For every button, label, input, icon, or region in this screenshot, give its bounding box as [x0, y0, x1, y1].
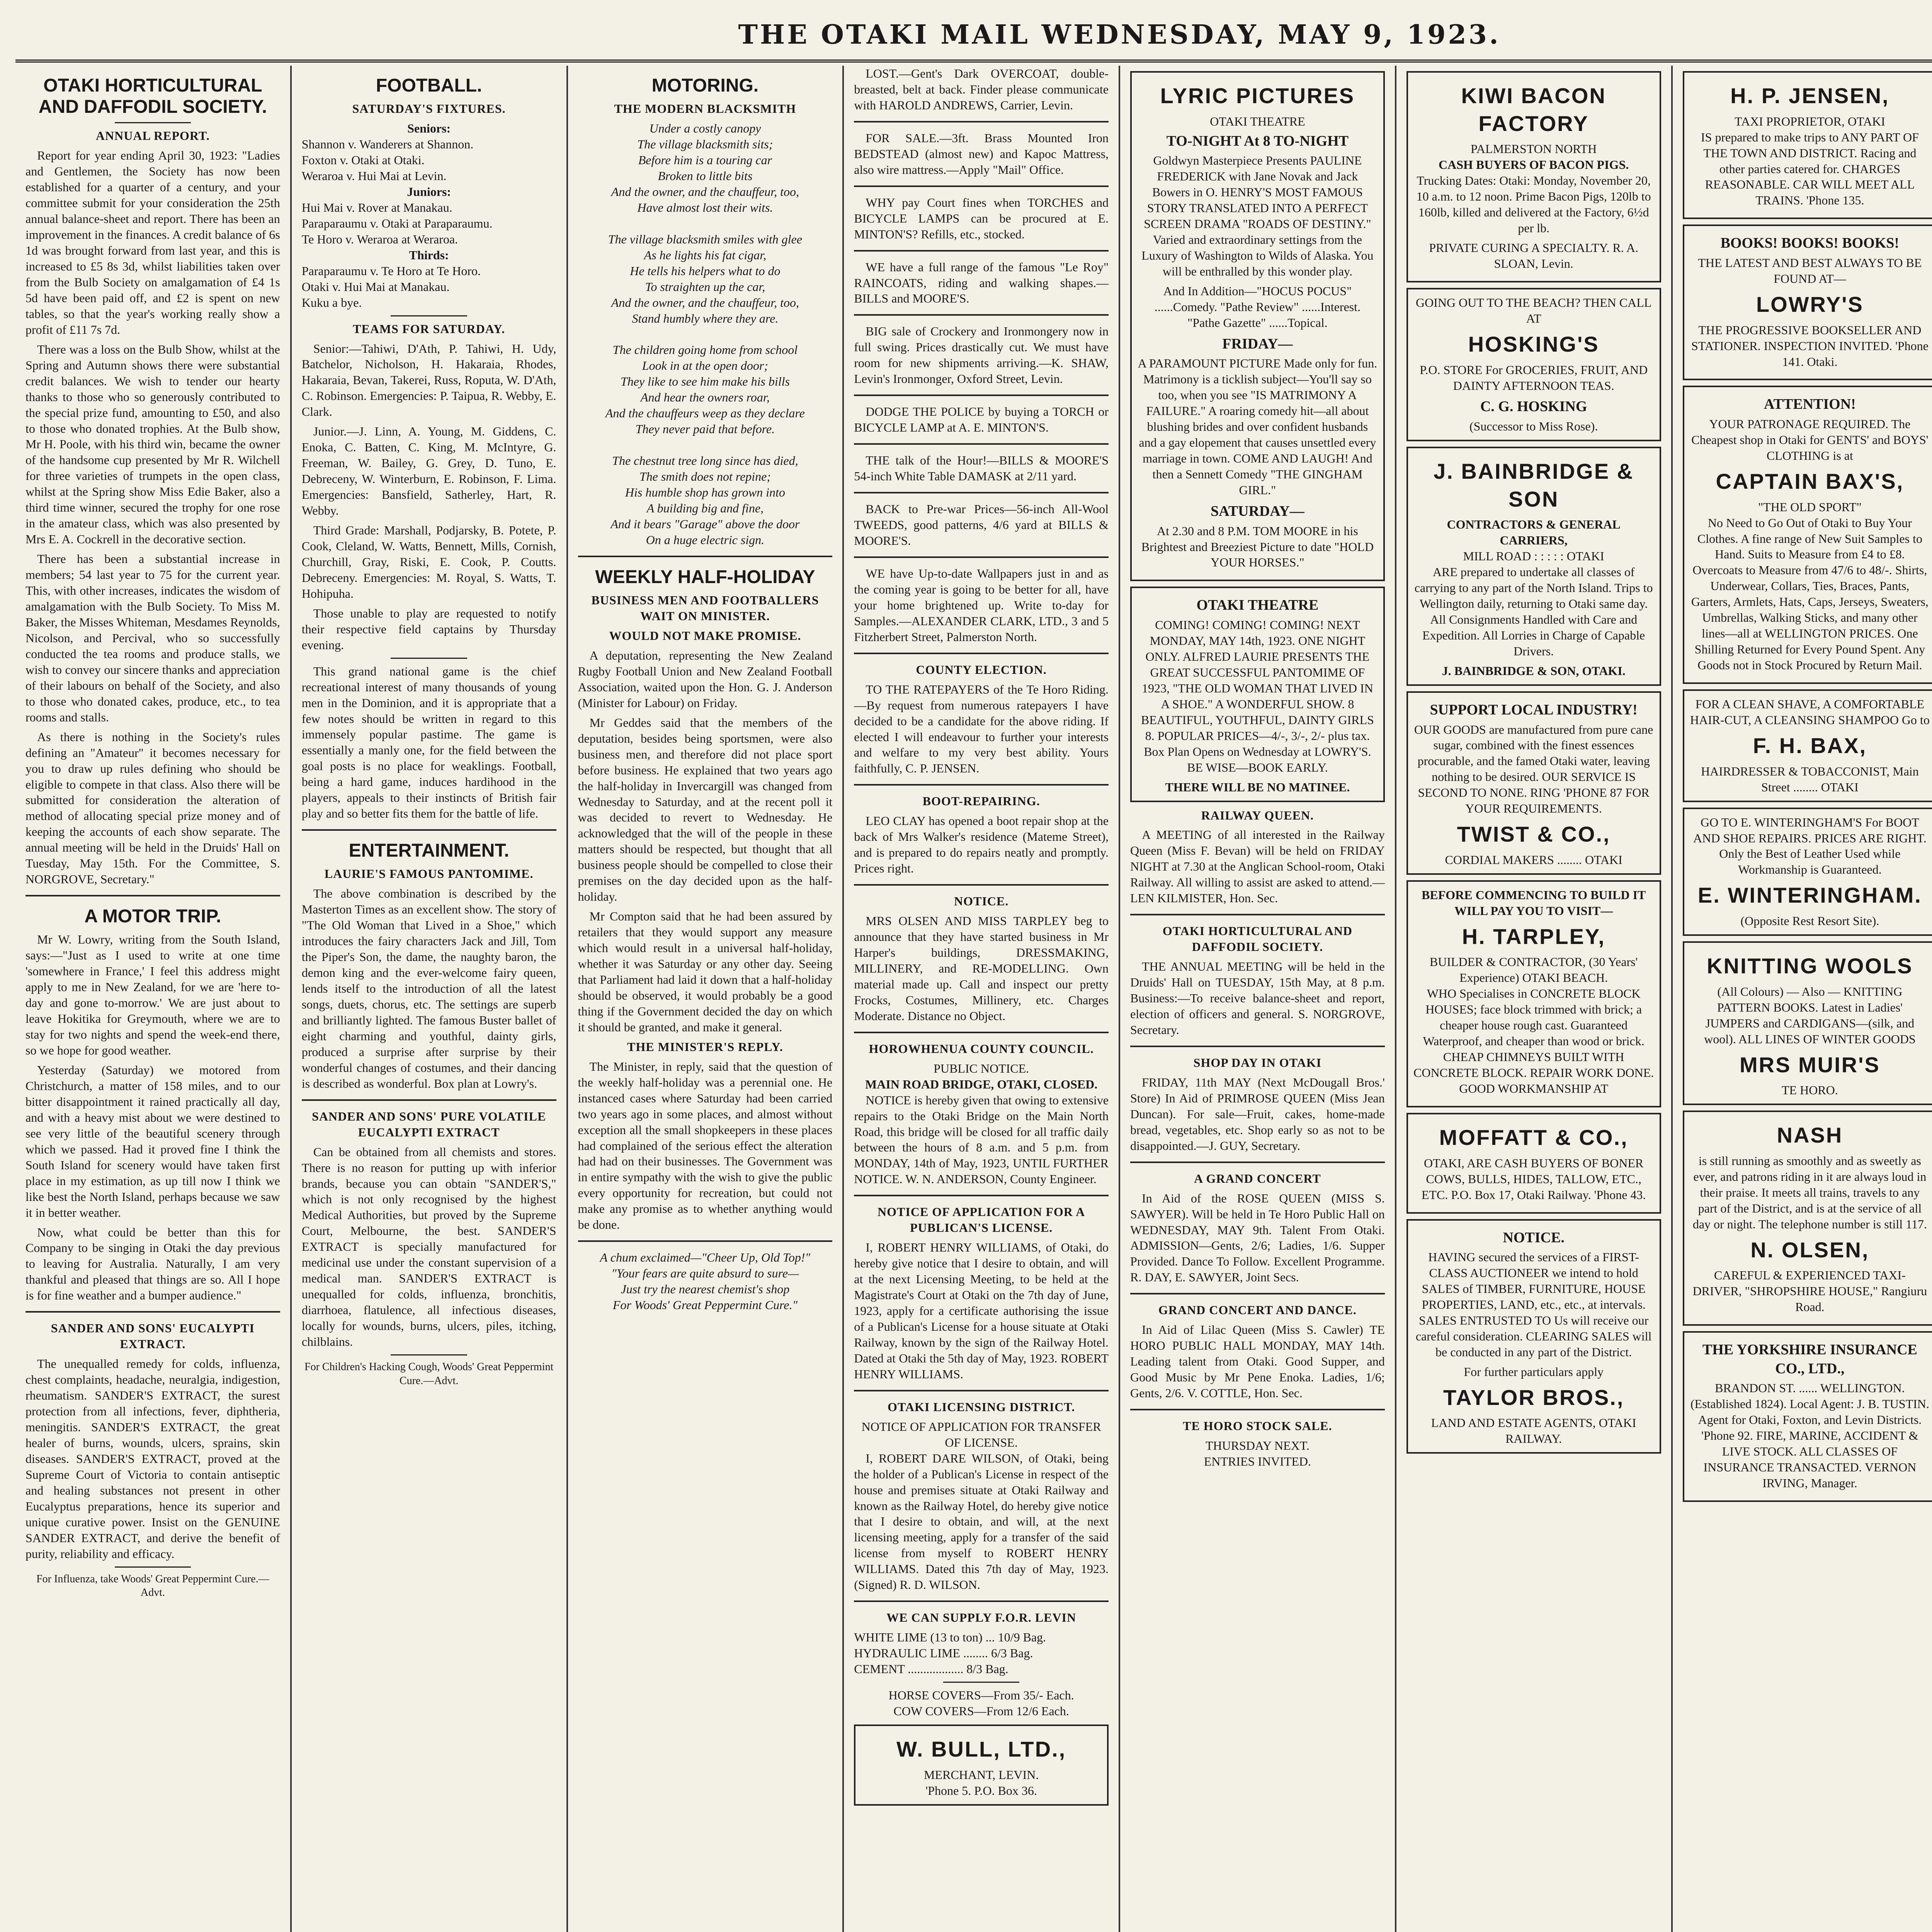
notice-subhead: THURSDAY NEXT. [1205, 1438, 1310, 1452]
divider [854, 1390, 1109, 1391]
fixture-group-label: Thirds: [409, 248, 449, 262]
notice-head: A GRAND CONCERT [1194, 1171, 1321, 1185]
ad-jensen [1683, 71, 1932, 219]
divider [854, 1195, 1109, 1196]
fixture-list [302, 200, 556, 247]
ad-body: PRIVATE CURING A SPECIALTY. R. A. SLOAN, Levin. [1429, 241, 1638, 271]
divider [854, 395, 1109, 396]
paragraph: Yesterday (Saturday) we motored from Christchurch, a matter of 158 miles, and to our bitter disappointment it rained practically all day, and with a heavy mist about we were destined to see very little of the beautiful scenery through which we passed. Had it proved fine I think the South Island for scenery would have taken first place in my estimation, as up till now I think we like best the North Island, perhaps because we saw it in better weather. [26, 1063, 280, 1219]
ad-intro: For further particulars apply [1464, 1364, 1604, 1379]
verse-line: Just try the nearest chemist's shop [621, 1282, 790, 1296]
divider [854, 185, 1109, 187]
verse-line: As he lights his fat cigar, [644, 248, 767, 262]
ad-head: WE CAN SUPPLY F.O.R. LEVIN [886, 1611, 1077, 1625]
verse-line: Have almost lost their wits. [637, 200, 773, 214]
paragraph: Junior.—J. Linn, A. Young, M. Giddens, C. Enoka, C. Batten, C. King, M. McIntyre, G. Freeman, W. Bailey, G. Grey, D. Tuno, E. Debreceny, W. Winterburn, E. Robinson, F. Lima. Emergencies: Bansfield, Satherley, Hart, R. Webby. [301, 424, 556, 518]
verse-line: And the owner, and the chauffeur, too, [611, 295, 799, 310]
article-body-motor-trip [26, 932, 280, 1303]
ad-subtitle: CORDIAL MAKERS ........ OTAKI [1445, 852, 1622, 867]
verse-line: To straighten up the car, [645, 279, 765, 294]
divider [26, 1311, 280, 1313]
divider [854, 1600, 1109, 1602]
ad-bainbridge [1406, 447, 1661, 686]
ad-nash [1683, 1111, 1932, 1326]
paragraph: A deputation, representing the New Zealand Rugby Football Union and New Zealand Football Association, waited upon the Hon. G. J. Anderson (Minister for Labour) on Friday. [578, 648, 833, 710]
classified-for-sale: FOR SALE.—3ft. Brass Mounted Iron BEDSTEAD (almost new) and Kapoc Mattress, also wire mattress.—Apply "Mail" Office. [854, 131, 1109, 177]
classified-lost: LOST.—Gent's Dark OVERCOAT, double-breasted, belt at back. Finder please communicate with HAROLD ANDREWS, Carrier, Levin. [854, 66, 1109, 112]
notice-subhead: PUBLIC NOTICE. [934, 1061, 1029, 1075]
ad-fh-bax [1683, 689, 1932, 802]
column-1 [15, 66, 292, 1932]
ad-headline-sanders-volatile: SANDER AND SONS' PURE VOLATILE EUCALYPTI EXTRACT [312, 1109, 546, 1139]
fixture-list [302, 136, 556, 184]
ad-body: HAVING secured the services of a FIRST-CLASS AUCTIONEER we intend to hold SALES of TIMBER, FURNITURE, HOUSE PROPERTIES, LAND, etc., etc., at intervals. SALES ENTRUSTED TO Us will receive our careful consideration. CLEARING SALES will be conducted in any part of the District. [1415, 1250, 1652, 1359]
paragraph: Third Grade: Marshall, Podjarsky, B. Potete, P. Cook, Cleland, W. Watts, Bennett, Mills, Cornish, Churchill, Gray, Riski, E. Cook, P. Coutts. Debreceny. Emergencies: M. Royal, S. Watts, T. Hohipuha. [301, 523, 556, 600]
article-subhead: SATURDAY'S FIXTURES. [352, 102, 506, 116]
paragraph: Mr W. Lowry, writing from the South Island, says:—"Just as I used to write at one time 'somewhere in France,' I feel this address might apply to me in New Zealand, for we are 'here to-day and gone to-morrow.' We are just about to leave Hokitika for Greymouth, where we are to stay for two nights and spend the week-end there, so we hope for good weather. [26, 932, 280, 1058]
classified-dodge: DODGE THE POLICE by buying a TORCH or BICYCLE LAMP at A. E. MINTON'S. [854, 405, 1109, 435]
divider [391, 658, 467, 659]
ad-contact: 'Phone 5. P.O. Box 36. [925, 1783, 1037, 1798]
divider [1130, 1409, 1385, 1410]
verse-line: And the owner, and the chauffeur, too, [611, 184, 799, 199]
divider [854, 121, 1109, 122]
ad-body: (All Colours) — Also — KNITTING PATTERN BOOKS. Latest in Ladies' JUMPERS and CARDIGANS—(silk, and wool). ALL LINES OF WINTER GOODS [1704, 984, 1916, 1046]
ad-body: Goldwyn Masterpiece Presents PAULINE FREDERICK with Jane Novak and Jack Bowers in O. HENRY'S MOST FAMOUS STORY TRANSLATED INTO A PERFECT SCREEN DRAMA "ROADS OF DESTINY." Varied and extraordinary settings from the Luxury of Washington to Wilds of Alaska. You will be enthralled by this wonder play. [1141, 153, 1374, 278]
ad-subtitle: CASH BUYERS OF BACON PIGS. [1439, 158, 1629, 172]
column-3 [568, 66, 844, 1932]
ad-title: H. P. JENSEN, [1730, 83, 1889, 108]
notice-head: HOROWHENUA COUNTY COUNCIL. [869, 1041, 1094, 1056]
verse-line: They never paid that before. [635, 422, 775, 436]
classified-wallpapers: WE have Up-to-date Wallpapers just in and as the coming year is going to be better for all, have your home brightened up. Write to-day for Samples.—ALEXANDER CLARK, LTD., 3 and 5 Fitzherbert Street, Palmerston North. [854, 566, 1109, 644]
paragraph: This grand national game is the chief recreational interest of many thousands of young men in the Dominion, and it is appropriate that a few notes should be written in regard to this immensely popular pastime. The game is essentially a manly one, for the field between the goal posts is no place for weaklings. Football, being a hard game, induces hardihood in the players, appeals to their instincts of British fair play and so better fits them for the battle of life. [301, 664, 556, 821]
classified-crockery: BIG sale of Crockery and Ironmongery now in full swing. Prices drastically cut. We must have room for new shipments arriving.—K. SHAW, Levin's Ironmonger, Oxford Street, Levin. [854, 324, 1109, 386]
divider [26, 895, 280, 896]
ad-body: IS prepared to make trips to ANY PART OF THE TOWN AND DISTRICT. Racing and other parties catered for. CHARGES REASONABLE. CAR WILL MEET ALL TRAINS. 'Phone 135. [1701, 130, 1919, 207]
ad-intro: ATTENTION! [1764, 396, 1856, 413]
article-headline-motoring: MOTORING. [651, 75, 759, 96]
ad-signature: J. BAINBRIDGE & SON, OTAKI. [1442, 663, 1626, 678]
column-6 [1396, 66, 1673, 1932]
ad-title: H. TARPLEY, [1462, 924, 1605, 949]
ad-body: WHO Specialises in CONCRETE BLOCK HOUSES; face block trimmed with brick; a cheaper house rough cast. Guaranteed Waterproof, and cheaper than wood or brick. CHEAP CHIMNEYS BUILT WITH CONCRETE BLOCK. REPAIR WORK DONE. GOOD WORKMANSHIP AT [1413, 986, 1654, 1096]
notice-body: I, ROBERT DARE WILSON, of Otaki, being the holder of a Publican's License in respect of the house and premises situate at Otaki Railway and known as the Railway Hotel, do hereby give notice that I desire to obtain, and will, at the next licensing meeting, apply for a transfer of the said license from myself to ROBERT HENRY WILLIAMS. Dated this 7th day of May, 1923. (Signed) R. D. WILSON. [854, 1451, 1109, 1592]
notice-body: THE ANNUAL MEETING will be held in the Druids' Hall on TUESDAY, 15th May, at 8 p.m. Business:—To receive balance-sheet and report, election of officers and general. S. NORGROVE, Secretary. [1130, 959, 1385, 1037]
ad-subtitle: HAIRDRESSER & TOBACCONIST, Main Street ........ OTAKI [1701, 764, 1919, 794]
verse-line: On a huge electric sign. [646, 532, 765, 547]
verse-line: The smith does not repine; [639, 469, 771, 484]
verse-line: The chestnut tree long since has died, [612, 454, 798, 468]
ad-subtitle: "THE OLD SPORT" [1758, 500, 1862, 514]
notice-head: NOTICE. [954, 894, 1009, 908]
poem-body [578, 121, 833, 548]
notice-head: OTAKI LICENSING DISTRICT. [887, 1400, 1075, 1414]
divider [854, 884, 1109, 886]
ad-body: And In Addition—"HOCUS POCUS" ......Comedy. "Pathe Review" ......Interest. "Pathe Gazette" ......Topical. [1154, 284, 1361, 330]
ad-body: is still running as smoothly and as sweetly as ever, and patrons riding in it are always loud in their praise. It meets all trains, travels to any part of the District, and is at the service of all day or night. The telephone number is still 117. [1692, 1153, 1927, 1231]
ad-title: TWIST & CO., [1457, 822, 1611, 847]
paragraph: Report for year ending April 30, 1923: "Ladies and Gentlemen, the Society has now been established for a quarter of a century, and your committee submit for your consideration the 25th annual balance-sheet and report. There has been an improvement in the finances. A credit balance of 6s 1d was brought forward from last year, and this is increased to £5 8s 3d, whilst liabilities taken over from the Bulb Society on amalgamation of £4 1s 5d have been paid off, and £2 is spent on new tables, so that the year's working really show a profit of £11 7s 7d. [26, 148, 280, 337]
ad-body: P.O. STORE For GROCERIES, FRUIT, AND DAINTY AFTERNOON TEAS. [1420, 362, 1648, 393]
notice-subhead: MAIN ROAD BRIDGE, OTAKI, CLOSED. [865, 1077, 1098, 1091]
ad-otaki-theatre [1130, 587, 1385, 802]
notice-body: LEO CLAY has opened a boot repair shop at the back of Mrs Walker's residence (Mateme Street), and is prepared to do repairs neatly and promptly. Prices right. [854, 814, 1109, 876]
divider [391, 315, 467, 316]
ad-title: C. G. HOSKING [1480, 398, 1587, 415]
list-item: Te Horo v. Weraroa at Weraroa. [301, 232, 458, 246]
notice-head: SHOP DAY IN OTAKI [1193, 1055, 1322, 1070]
classified-tweeds: BACK to Pre-war Prices—56-inch All-Wool TWEEDS, good patterns, 4/6 yard at BILLS & MOORE'S. [854, 502, 1109, 548]
ad-winteringham [1683, 808, 1932, 936]
paragraph: There has been a substantial increase in members; 54 last year to 75 for the current year. This, with other increases, indicates the wisdom of amalgamation with the Bulb Society. To Miss M. Baker, the Misses Whiteman, Mesdames Reynolds, Nicolson, and Percival, who so successfully conducted the tea rooms and produce stalls, we wish to convey our sincere thanks and appreciation of their labours on behalf of the Society, and also to those who donated cakes, produce, etc., to tea rooms and stalls. [26, 552, 280, 724]
verse-line [578, 216, 833, 231]
notice-subhead: NOTICE OF APPLICATION FOR TRANSFER OF LICENSE. [861, 1419, 1101, 1449]
divider [854, 250, 1109, 252]
ad-tarpley [1406, 880, 1661, 1107]
notice-head: TE HORO STOCK SALE. [1183, 1419, 1332, 1433]
ad-captain-bax [1683, 386, 1932, 684]
price-list [854, 1629, 1109, 1677]
ad-title: KNITTING WOOLS [1707, 954, 1913, 978]
article-headline-half-holiday: WEEKLY HALF-HOLIDAY [595, 566, 815, 587]
notice-body: MRS OLSEN AND MISS TARPLEY beg to announce that they have started business in Mr Harper's buildings, DRESSMAKING, MILLINERY, and RE-MODELLING. Own material made up. Call and inspect our pretty Frocks, Costumes, Millinery, etc. Charges Moderate. Distance no Object. [854, 914, 1109, 1023]
notice-head: NOTICE OF APPLICATION FOR A PUBLICAN'S LICENSE. [877, 1205, 1085, 1235]
ad-title: N. OLSEN, [1750, 1237, 1869, 1262]
divider [854, 492, 1109, 493]
verse-line: He tells his helpers what to do [630, 264, 781, 278]
notice-head: GRAND CONCERT AND DANCE. [1158, 1303, 1357, 1317]
ad-subtitle: FRIDAY— [1222, 335, 1293, 352]
ad-body: COMING! COMING! COMING! NEXT MONDAY, MAY 14th, 1923. ONE NIGHT ONLY. ALFRED LAURIE PRESENTS THE GREAT SUCCESSFUL PANTOMIME OF 1923, "THE OLD WOMAN THAT LIVED IN A SHOE." A WONDERFUL SHOW. 8 BEAUTIFUL, YOUTHFUL, DAINTY GIRLS 8. POPULAR PRICES—4/-, 3/-, 2/- plus tax. Box Plan Opens on Wednesday at LOWRY'S. BE WISE—BOOK EARLY. [1141, 618, 1374, 774]
verse-line [578, 327, 833, 342]
article-subhead: BUSINESS MEN AND FOOTBALLERS WAIT ON MINISTER. [591, 593, 819, 623]
ad-subtitle: (Opposite Rest Resort Site). [1740, 914, 1879, 928]
ad-twist [1406, 691, 1661, 875]
ad-intro: BEFORE COMMENCING TO BUILD IT WILL PAY YOU TO VISIT— [1422, 888, 1646, 918]
notice-head: RAILWAY QUEEN. [1201, 808, 1314, 822]
verse-line: A chum exclaimed—"Cheer Up, Old Top!" [600, 1250, 810, 1265]
verse-line: Broken to little bits [658, 169, 753, 183]
column-2 [292, 66, 568, 1932]
ad-body: At 2.30 and 8 P.M. TOM MOORE in his Brightest and Breeziest Picture to date "HOLD YOUR HORSES." [1141, 524, 1374, 570]
columns [15, 66, 1932, 1932]
ad-title: J. BAINBRIDGE & SON [1434, 459, 1634, 511]
divider [854, 443, 1109, 445]
ad-subtitle: LAND AND ESTATE AGENTS, OTAKI RAILWAY. [1431, 1416, 1636, 1446]
ad-address: MILL ROAD : : : : : OTAKI [1463, 549, 1604, 563]
list-item: CEMENT .................. 8/3 Bag. [854, 1662, 1009, 1676]
paragraph: The above combination is described by the Masterton Times as an excellent show. The story of "The Old Woman that Lived in a Shoe," which introduces the fairy characters Jack and Jill, Tom the Piper's Son, the dame, the naughty baron, the demon king and the ever-welcome fairy queen, lends itself to the introduction of all the latest songs, duets, chorus, etc. The settings are superb and brilliantly lighted. The famous Buster ballet of eight charming and youthful, dainty girls, produced a surprise after surprise by their wonderful changes of costumes, and their dancing is described as wonderful. Box plan at Lowry's. [301, 886, 556, 1090]
article-subhead: WOULD NOT MAKE PROMISE. [609, 628, 801, 643]
paragraph: Mr Geddes said that the members of the deputation, besides being sportsmen, were also business men, and therefore did not place sport before business. He explained that two years ago the half-holiday in Invercargill was changed from Wednesday to Saturday, and at the recent poll it was decided to revert to Wednesday. He acknowledged that the will of the people in these matters should be respected, but thought that all business people should be compelled to close their premises on the day decided upon as the half-holiday. [578, 715, 833, 904]
divider [1130, 914, 1385, 915]
divider [1130, 1293, 1385, 1294]
advert-footer: For Children's Hacking Cough, Woods' Great Peppermint Cure.—Advt. [304, 1361, 554, 1387]
ad-yorkshire [1683, 1331, 1932, 1502]
ad-title: MRS MUIR'S [1739, 1052, 1880, 1077]
ad-subtitle: PALMERSTON NORTH [1471, 142, 1597, 156]
fixture-group-label: Seniors: [407, 121, 451, 136]
notice-body: TO THE RATEPAYERS of the Te Horo Riding.—By request from numerous ratepayers I have decided to be a candidate for the above riding. If elected I will endeavour to further your interests and welfare to my very best ability. Yours faithfully, C. P. JENSEN. [854, 682, 1109, 776]
divider [854, 314, 1109, 316]
ad-body: OTAKI, ARE CASH BUYERS OF BONER COWS, BULLS, HIDES, TALLOW, ETC., ETC. P.O. Box 17, Otaki Railway. 'Phone 43. [1421, 1156, 1646, 1202]
ad-subtitle: TAXI PROPRIETOR, OTAKI [1734, 114, 1885, 128]
divider [391, 1354, 467, 1355]
paragraph: Senior:—Tahiwi, D'Ath, P. Tahiwi, H. Udy, Batchelor, Nicholson, H. Hakaraia, Rhodes, Hakaraia, Bevan, Takerei, Russ, Roputa, W. D'Ath, C. Robinson. Emergencies: P. Taipua, R. Webby, E. Clark. [301, 341, 556, 419]
list-item: COW COVERS—From 12/6 Each. [893, 1704, 1069, 1718]
ad-body: GO TO E. WINTERINGHAM'S For BOOT AND SHOE REPAIRS. PRICES ARE RIGHT. Only the Best of Leather Used while Workmanship is Guaranteed. [1693, 815, 1927, 877]
paragraph: Now, what could be better than this for Company to be singing in Otaki the day previous to leaving for Australia. Naturally, I am very thankful and pleased that things are so. All I hope is for fine weather and a bumper audience." [26, 1225, 280, 1303]
ad-footer: THERE WILL BE NO MATINEE. [1165, 780, 1350, 794]
list-item: Otaki v. Hui Mai at Manakau. [301, 279, 450, 294]
ad-title: MOFFATT & CO., [1439, 1125, 1628, 1150]
column-7 [1673, 66, 1932, 1932]
divider [302, 1099, 556, 1101]
column-4 [844, 66, 1120, 1932]
list-item: HORSE COVERS—From 35/- Each. [888, 1688, 1074, 1702]
article-headline-motor-trip: A MOTOR TRIP. [84, 906, 221, 927]
article-subhead: LAURIE'S FAMOUS PANTOMIME. [324, 867, 534, 881]
verse-line: Before him is a touring car [638, 153, 772, 167]
poem-title: THE MODERN BLACKSMITH [614, 102, 796, 116]
verse-line: They like to see him make his bills [620, 374, 790, 389]
verse-line: The village blacksmith smiles with glee [608, 232, 802, 246]
ad-headline-sanders: SANDER AND SONS' EUCALYPTI EXTRACT. [51, 1321, 255, 1351]
ad-body: YOUR PATRONAGE REQUIRED. The Cheapest shop in Otaki for GENTS' and BOYS' CLOTHING is at [1691, 417, 1929, 463]
article-headline-entertainment: ENTERTAINMENT. [349, 840, 509, 861]
notice-body: I, ROBERT HENRY WILLIAMS, of Otaki, do hereby give notice that I desire to obtain, and will at the next Licensing Meeting, to be held at the Magistrate's Court at Otaki on the 7th day of June, 1923, apply for a certificate authorising the issue of a Publican's License for a house situate at Otaki Railway, known by the sign of the Railway Hotel. Dated at Otaki the 5th day of May, 1923. ROBERT HENRY WILLIAMS. [854, 1240, 1109, 1381]
article-body-report [26, 148, 280, 887]
verse-line [578, 437, 833, 453]
divider [854, 556, 1109, 558]
ad-title: KIWI BACON FACTORY [1461, 83, 1606, 136]
ad-intro: BOOKS! BOOKS! BOOKS! [1720, 235, 1900, 252]
verse-line: Look in at the open door; [642, 359, 768, 373]
divider [943, 1682, 1020, 1683]
verse-line: "Your fears are quite absurd to sure— [611, 1266, 799, 1281]
ad-title: HOSKING'S [1468, 332, 1599, 356]
divider [302, 829, 556, 831]
ad-intro: THE LATEST AND BEST ALWAYS TO BE FOUND AT— [1698, 256, 1922, 286]
notice-head: BOOT-REPAIRING. [922, 794, 1040, 808]
classified-raincoats: WE have a full range of the famous "Le Roy" RAINCOATS, riding and walking shapes.—BILLS and MOORE'S. [854, 260, 1109, 306]
list-item: Weraroa v. Hui Mai at Levin. [301, 169, 447, 183]
paragraph: The Minister, in reply, said that the question of the weekly half-holiday was a perennial one. He instanced cases where Saturday had been carried two years ago in some places, and almost without exception all the small shopkeepers in these places had complained of the serious effect the alteration had had on their businesses. The Government was in entire sympathy with the wish to give the public every opportunity for recreation, but could not make any promise as to whether anything would be done. [578, 1059, 833, 1232]
divider [854, 1032, 1109, 1033]
ad-subtitle: BUILDER & CONTRACTOR, (30 Years' Experience) OTAKI BEACH. [1429, 955, 1638, 985]
paragraph: Mr Compton said that he had been assured by retailers that they would support any measure which would result in a universal half-holiday, whether it was Saturday or any other day. Seeing that Parliament had laid it down that a half-holiday should be observed, it would probably be a good thing if the Government decided the day on which it should be granted, and make it general. [578, 909, 833, 1034]
ad-subtitle: MERCHANT, LEVIN. [924, 1767, 1039, 1782]
notice-body: FRIDAY, 11th MAY (Next McDougall Bros.' Store) In Aid of PRIMROSE QUEEN (Miss Jean Duncan). For sale—Fruit, cakes, home-made bread, vegetables, etc. Shop early so as not to be disappointed.—J. GUY, Secretary. [1130, 1075, 1385, 1153]
verse-line: His humble shop has grown into [625, 485, 785, 500]
ad-body: THE PROGRESSIVE BOOKSELLER AND STATIONER. INSPECTION INVITED. 'Phone 141. Otaki. [1691, 323, 1929, 369]
ad-body: BRANDON ST. ...... WELLINGTON. (Established 1824). Local Agent: J. B. TUSTIN. Agent for Otaki, Foxton, and Levin Districts. 'Phone 92. FIRE, MARINE, ACCIDENT & LIVE STOCK. ALL CLASSES OF INSURANCE TRANSACTED. VERNON IRVING, Manager. [1690, 1381, 1929, 1490]
ad-w-bull [854, 1725, 1109, 1806]
ad-body: A PARAMOUNT PICTURE Made only for fun. Matrimony is a ticklish subject—You'll say so too, when you see "IS MATRIMONY A FAILURE." A roaring comedy hit—all about blushing brides and over confident husbands and a gay elopement that causes unsettled every marriage in town. COME AND LAUGH! And then a Sennett Comedy "THE GINGHAM GIRL." [1138, 356, 1378, 497]
verse-line: For Woods' Great Peppermint Cure." [612, 1298, 798, 1312]
ad-subtitle: SATURDAY— [1210, 503, 1304, 519]
ad-taylor-bros [1406, 1219, 1661, 1454]
column-5 [1120, 66, 1396, 1932]
list-item: HYDRAULIC LIME ........ 6/3 Bag. [854, 1646, 1033, 1660]
ad-body: OUR GOODS are manufactured from pure cane sugar, combined with the finest essences procurable, and the famed Otaki water, leaving nothing to be desired. OUR SERVICE IS SECOND TO NONE. RING 'PHONE 87 FOR YOUR REQUIREMENTS. [1414, 722, 1653, 816]
notice-head: OTAKI HORTICULTURAL AND DAFFODIL SOCIETY. [1162, 924, 1353, 954]
divider [578, 556, 833, 557]
notice-body: A MEETING of all interested in the Railway Queen (Miss F. Bevan) will be held on FRIDAY NIGHT at 7.30 at the Anglican School-room, Otaki Railway. All willing to assist are asked to attend.—LEN KILMISTER, Hon. Sec. [1130, 828, 1385, 905]
ad-body: No Need to Go Out of Otaki to Buy Your Clothes. A fine range of New Suit Samples to Hand. Suits to Measure from £4 to £8. Overcoats to Measure from 47/6 to 48/-. Shirts, Underwear, Collars, Ties, Braces, Pants, Garters, Armlets, Hats, Caps, Jerseys, Sweaters, Umbrellas, Walking Sticks, and many other lines—all at WELLINGTON PRICES. One Shilling Returned for Every Pound Spent. Any Goods not in Stock Procured by Return Mail. [1691, 515, 1929, 672]
ad-title: F. H. BAX, [1753, 733, 1867, 758]
classified-torches: WHY pay Court fines when TORCHES and BICYCLE LAMPS can be procured at E. MINTON'S? Refills, etc., stocked. [854, 195, 1109, 241]
classified-damask: THE talk of the Hour!—BILLS & MOORE'S 54-inch White Table DAMASK at 2/11 yard. [854, 453, 1109, 483]
divider [115, 122, 191, 123]
divider [1130, 1162, 1385, 1163]
list-item: Hui Mai v. Rover at Manakau. [301, 200, 452, 214]
ad-knitting-wools [1683, 941, 1932, 1105]
ad-title: E. WINTERINGHAM. [1697, 883, 1922, 908]
verse-line: And hear the owners roar, [640, 390, 770, 405]
notice-body: In Aid of the ROSE QUEEN (MISS S. SAWYER). Will be held in Te Horo Public Hall on WEDNESDAY, MAY 9th. Talent From Otaki. ADMISSION—Gents, 2/6; Ladies, 1/6. Supper Provided. Dance To Follow. Excellent Programme. R. DAY, E. SAWYER, Joint Secs. [1130, 1191, 1385, 1284]
ad-lowrys [1683, 224, 1932, 380]
notice-head: COUNTY ELECTION. [916, 662, 1047, 677]
paragraph: There was a loss on the Bulb Show, whilst at the Spring and Autumn shows there were substantial credit balances. We wish to tender our hearty thanks to those who so generously contributed to the special prize fund, amounting to £50, and also to those who donated trophies. At the Bulb show, Mr H. Poole, with his third win, became the owner of the handsome cup presented by Mr R. Wilchell for three varieties of trumpets in the open class, whilst at the Spring show Miss Edie Baker, also a third time winner, secured the trophy for one rose in the amateur class, which was also presented by Mrs E. A. Cockrell in the decorative section. [26, 342, 280, 546]
verse-line: Under a costly canopy [649, 121, 761, 136]
ad-title: TAYLOR BROS., [1443, 1385, 1624, 1410]
ad-title: LYRIC PICTURES [1160, 83, 1355, 108]
ad-body: Trucking Dates: Otaki: Monday, November 20, 10 a.m. to 12 noon. Prime Bacon Pigs, 120lb to 160lb, killed and delivered at the Factory, 6½d per lb. [1416, 173, 1651, 235]
fixture-group-label: Juniors: [407, 184, 451, 199]
article-subhead: TEAMS FOR SATURDAY. [353, 321, 505, 336]
ad-title: CAPTAIN BAX'S, [1716, 469, 1904, 493]
list-item: WHITE LIME (13 to ton) ... 10/9 Bag. [854, 1630, 1046, 1645]
list-item: Shannon v. Wanderers at Shannon. [301, 137, 474, 151]
ad-subtitle: OTAKI THEATRE [1210, 114, 1305, 128]
article-headline-football: FOOTBALL. [376, 75, 482, 96]
paragraph: The unequalled remedy for colds, influenza, chest complaints, headache, neuralgia, indigestion, rheumatism. SANDER'S EXTRACT, the surest protection from all infections, fever, diphtheria, meningitis. SANDER'S EXTRACT, the great healer of burns, wounds, ulcers, sprains, skin diseases. SANDER'S EXTRACT, proved at the Supreme Court of Victoria to contain antiseptic and healing substances not present in other Eucalyptus preparations, hence its superior and unique curative power. Insist on the GENUINE SANDER EXTRACT, and derive the benefit of purity, reliability and efficacy. [26, 1357, 280, 1561]
verse-line: And the chauffeurs weep as they declare [605, 406, 805, 420]
divider [854, 653, 1109, 654]
divider [1130, 1046, 1385, 1047]
list-item: Paraparaumu v. Otaki at Paraparaumu. [301, 216, 493, 230]
ad-kiwi-bacon [1406, 71, 1661, 282]
article-headline-horticultural: OTAKI HORTICULTURAL AND DAFFODIL SOCIETY. [38, 75, 267, 117]
notice-subhead: ENTRIES INVITED. [1204, 1454, 1311, 1468]
list-item: Paraparaumu v. Te Horo at Te Horo. [301, 264, 481, 278]
verse-line: And it bears "Garage" above the door [611, 517, 800, 531]
ad-hoskings [1406, 288, 1661, 441]
article-subhead: THE MINISTER'S REPLY. [627, 1039, 783, 1054]
verse-line: Stand humbly where they are. [632, 311, 779, 325]
list-item: Kuku a bye. [301, 295, 362, 310]
ad-lyric-pictures [1130, 71, 1385, 581]
ad-title: OTAKI THEATRE [1196, 597, 1319, 614]
ad-subtitle: TE HORO. [1781, 1083, 1838, 1097]
ad-subtitle: TO-NIGHT At 8 TO-NIGHT [1166, 133, 1349, 149]
ad-body: CAREFUL & EXPERIENCED TAXI-DRIVER, "SHROPSHIRE HOUSE," Rangiuru Road. [1692, 1268, 1927, 1314]
ad-title: W. BULL, LTD., [896, 1736, 1066, 1761]
divider [854, 784, 1109, 786]
ad-subtitle: (Successor to Miss Rose). [1469, 419, 1598, 434]
verse-line: A building big and fine, [646, 501, 764, 515]
divider [578, 1240, 833, 1242]
ad-title: THE YORKSHIRE INSURANCE CO., LTD., [1702, 1342, 1917, 1377]
fixture-list [302, 263, 556, 311]
paragraph: As there is nothing in the Society's rules defining an "Amateur" it becomes necessary for you to draw up rules defining who should be eligible to compete in that class. Also there will be submitted for consideration the alteration of method of allocating special prize money and of keeping the accounts of each show separate. The annual meeting will be held in the Druids' Hall on Tuesday, May 15th. For the Committee, S. NORGROVE, Secretary." [26, 730, 280, 886]
advert-footer: For Influenza, take Woods' Great Peppermint Cure.—Advt. [36, 1573, 269, 1599]
paragraph: Can be obtained from all chemists and stores. There is no reason for putting up with inferior brands, because you can obtain "SANDER'S," which is not only recognised by the highest Medical Authorities, but proved by the Supreme Court, Melbourne, the best. SANDER'S EXTRACT is specially manufactured for medicinal use under the constant supervision of a medical man. SANDER'S EXTRACT is unequalled for colds, influenza, bronchitis, diarrhoea, flatulence, all infectious diseases, locally for wounds, burns, ulcers, piles, itching, chilblains. [301, 1145, 556, 1349]
article-subhead: ANNUAL REPORT. [95, 129, 210, 143]
verse-line: The children going home from school [612, 343, 798, 357]
masthead: THE OTAKI MAIL WEDNESDAY, MAY 9, 1923. [15, 12, 1932, 63]
notice-body: In Aid of Lilac Queen (Miss S. Cawler) TE HORO PUBLIC HALL MONDAY, MAY 14th. Leading talent from Otaki. Good Supper, and Good Music by Mr Pene Enoka. Ladies, 1/6; Gents, 2/6. V. COTTLE, Hon. Sec. [1130, 1323, 1385, 1400]
verse-line: The village blacksmith sits; [637, 137, 773, 151]
list-item: Foxton v. Otaki at Otaki. [301, 153, 425, 167]
ad-intro: SUPPORT LOCAL INDUSTRY! [1430, 701, 1638, 718]
ad-title: LOWRY'S [1756, 292, 1864, 316]
ad-body: FOR A CLEAN SHAVE, A COMFORTABLE HAIR-CUT, A CLEANSING SHAMPOO Go to [1690, 697, 1930, 727]
ad-intro: NOTICE. [1503, 1229, 1565, 1246]
divider [115, 1566, 191, 1568]
ad-title: NASH [1777, 1123, 1843, 1148]
ad-moffatt [1406, 1113, 1661, 1214]
notice-body: NOTICE is hereby given that owing to extensive repairs to the Otaki Bridge on the Main North Road, this bridge will be closed for all traffic daily between the hours of 8 a.m. and 5 p.m. from MONDAY, 14th of May, 1923, UNTIL FURTHER NOTICE. W. N. ANDERSON, County Engineer. [854, 1093, 1109, 1186]
ad-intro: GOING OUT TO THE BEACH? THEN CALL AT [1415, 295, 1652, 325]
advert-verse [578, 1250, 833, 1313]
ad-subtitle: CONTRACTORS & GENERAL CARRIERS, [1447, 517, 1621, 548]
paragraph: Those unable to play are requested to notify their respective field captains by Thursday evening. [301, 606, 556, 652]
ad-body: ARE prepared to undertake all classes of carrying to any part of the North Island. Trips to Wellington daily, returning to Otaki same day. All Consignments Handled with Care and Expedition. All Lorries in Charge of Capable Drivers. [1414, 565, 1653, 658]
